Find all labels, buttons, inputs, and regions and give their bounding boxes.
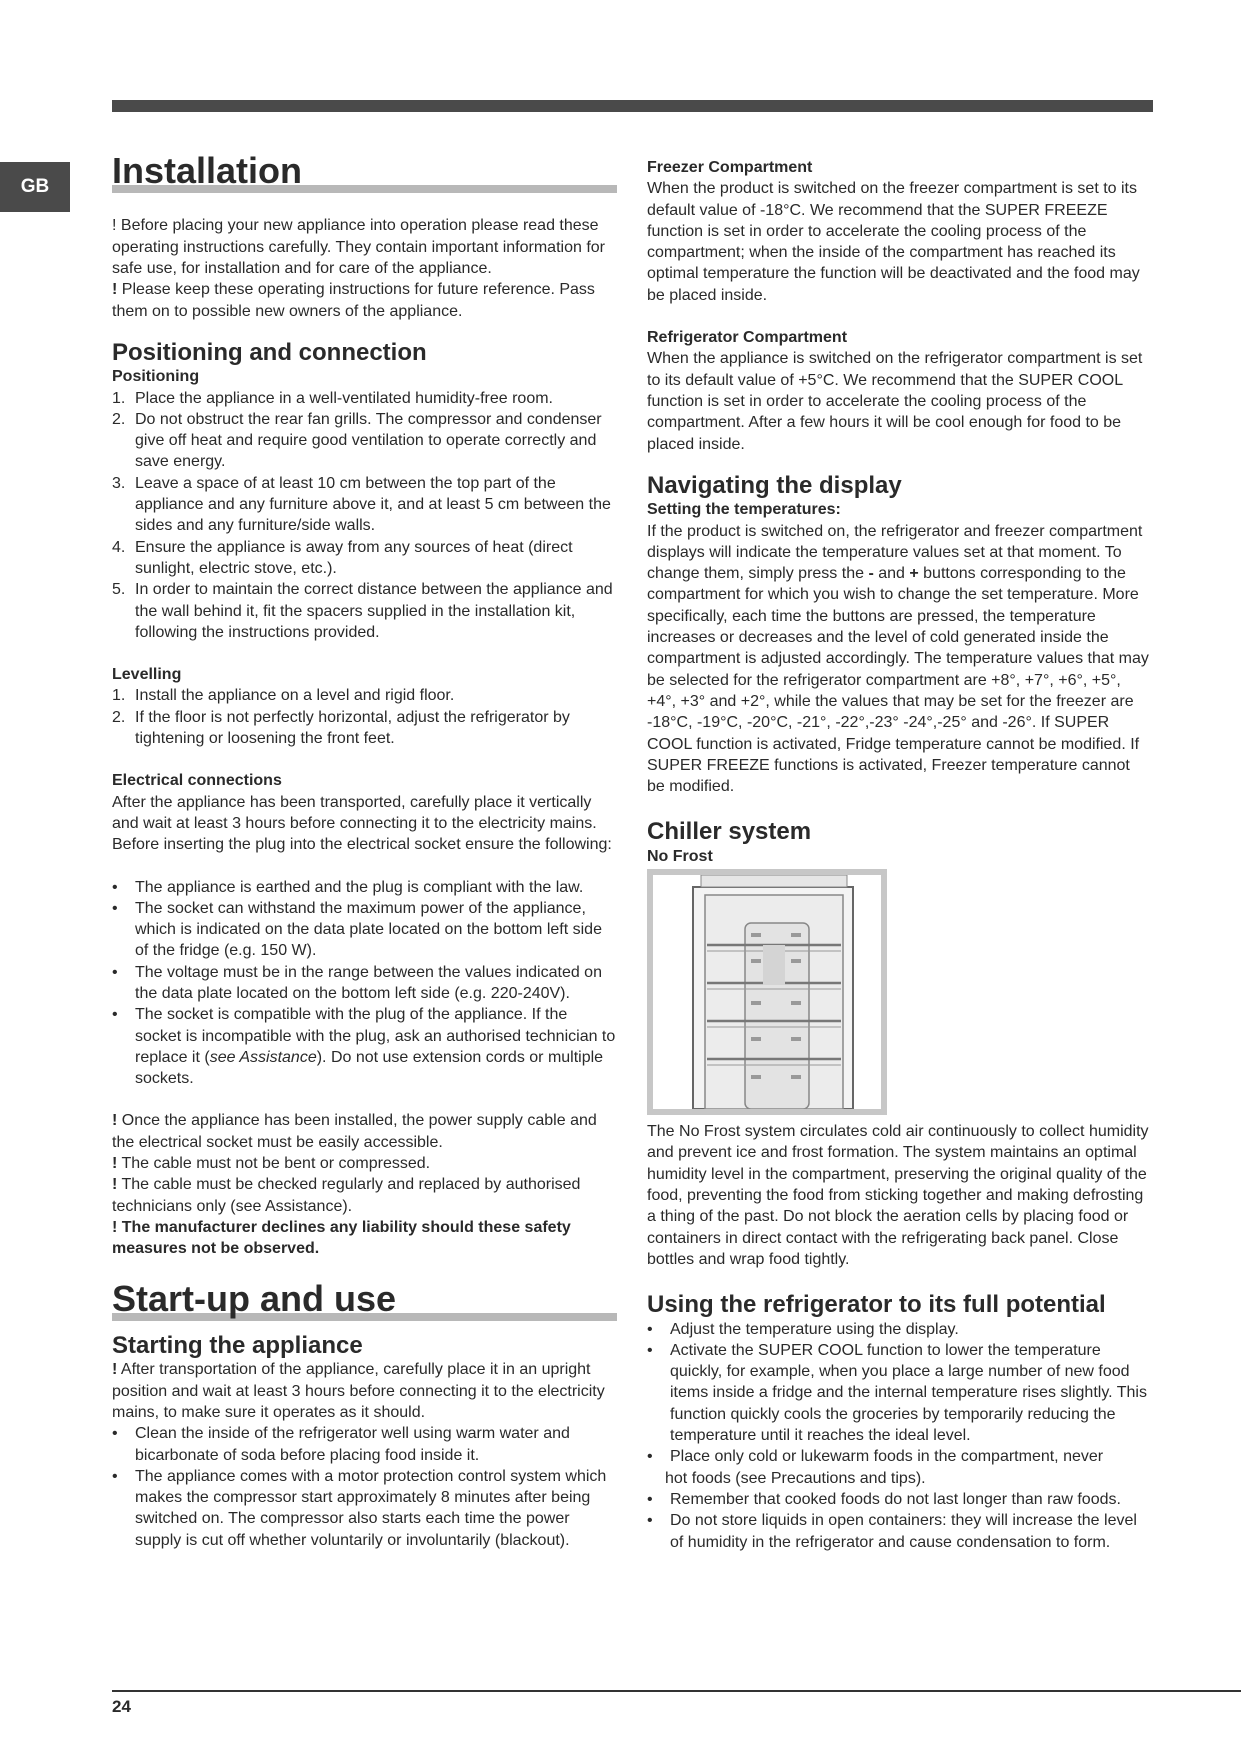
starting-paragraph: ! After transportation of the appliance, carefully place it in an upright position and wait at least 3 hours before connecting it to the electricity mains, to make sure it operates as it should. [112,1361,605,1421]
starting-bullet-list [112,1423,617,1551]
list-item: • Place only cold or lukewarm foods in the compartment, never [647,1448,1104,1466]
positioning-subheading: Positioning [112,368,200,386]
electrical-paragraph: After the appliance has been transported, carefully place it vertically and wait at least 3 hours before connecting it to the electricity mains. Before inserting the plug into the electrical socket ensure the following: [112,793,612,854]
intro-paragraph: ! Before placing your new appliance into operation please read these operating instructions carefully. They contain important information for safe use, for installation and for care of the appliance. [112,217,605,277]
warning-liability: ! The manufacturer declines any liability should these safety measures not be observed. [112,1218,571,1258]
right-column [647,157,1152,1553]
no-frost-illustration [647,869,887,1115]
intro-keep-paragraph: ! Please keep these operating instructions for future reference. Pass them on to possible new owners of the appliance. [112,281,595,320]
freezer-subheading: Freezer Compartment [647,159,813,176]
levelling-subheading: Levelling [112,666,182,684]
list-item: • Remember that cooked foods do not last longer than raw foods. [647,1490,1121,1508]
list-item: 3. Leave a space of at least 10 cm between the top part of the appliance and any furniture above it, and at least 5 cm between the sides and any furniture/side walls. [112,474,611,535]
list-item: • The appliance comes with a motor protection control system which makes the compressor start approximately 8 minutes after being switched on. The compressor also starts each time the power supply is cut off whether voluntarily or involuntarily (blackout). [112,1467,607,1549]
fridge-interior-image [653,875,881,1109]
using-refrigerator-heading: Using the refrigerator to its full potential [647,1291,1106,1319]
fridge-subheading: Refrigerator Compartment [647,329,848,347]
startup-heading: Start-up and use [112,1278,617,1321]
header-bar [112,100,1153,112]
footer-rule [112,1690,1241,1692]
electrical-bullet-list [112,877,617,1090]
list-item: 4. Ensure the appliance is away from any sources of heat (direct sunlight, electric stove, etc.). [112,538,573,577]
electrical-subheading: Electrical connections [112,772,282,790]
list-item: 5. In order to maintain the correct distance between the appliance and the wall behind it, fit the spacers supplied in the installation kit, following the instructions provided. [112,581,613,641]
warning-accessible: ! Once the appliance has been installed, the power supply cable and the electrical socket must be easily accessible. [112,1112,597,1151]
using-bullet-list [647,1319,1152,1553]
page-number: 24 [112,1697,131,1716]
chiller-system-heading: Chiller system [647,818,812,846]
list-item: 1. Place the appliance in a well-ventilated humidity-free room. [112,389,553,407]
left-column [112,150,617,1551]
positioning-list [112,388,617,644]
list-item: 2. If the floor is not perfectly horizontal, adjust the refrigerator by tightening or loosening the front feet. [112,708,570,748]
navigating-display-heading: Navigating the display [647,471,902,499]
list-item: • The socket can withstand the maximum power of the appliance, which is indicated on the data plate located on the bottom left side of the fridge (e.g. 150 W). [112,899,602,960]
positioning-connection-heading: Positioning and connection [112,338,427,366]
freezer-paragraph: When the product is switched on the freezer compartment is set to its default value of -18°C. We recommend that the SUPER FREEZE function is set in order to accelerate the cooling process of the compartment; when the inside of the compartment has reached its optimal temperature the function will be deactivated and the food may be placed inside. [647,180,1140,304]
list-item: • The appliance is earthed and the plug is compliant with the law. [112,878,584,896]
list-item-continuation: hot foods (see Precautions and tips). [665,1469,926,1487]
navigating-paragraph: If the product is switched on, the refrigerator and freezer compartment displays will indicate the temperature values set at that moment. To change them, simply press the - and + buttons corresponding to the compartment for which you wish to change the set temperature. More specifically, each time the buttons are pressed, the temperature increases or decreases and the level of cold generated inside the compartment is adjusted accordingly. The temperature values that may be selected for the refrigerator compartment are +8°, +7°, +6°, +5°, +4°, +3° and +2°, while the values that may be set for the freezer are -18°C, -19°C, -20°C, -21°, -22°,-23° -24°,-25° and -26°. If SUPER COOL function is activated, Fridge temperature cannot be modified. If SUPER FREEZE functions is activated, Freezer temperature cannot be modified. [647,522,1149,796]
list-item: • Activate the SUPER COOL function to lower the temperature quickly, for example, when you place a large number of new food items inside a fridge and the internal temperature rises slightly. This function quickly cools the groceries by temporarily reducing the temperature until it reaches the ideal level. [647,1341,1147,1445]
list-item: • Clean the inside of the refrigerator well using warm water and bicarbonate of soda before placing food inside it. [112,1425,570,1464]
list-item: 1. Install the appliance on a level and rigid floor. [112,687,455,705]
no-frost-subheading: No Frost [647,847,713,865]
no-frost-paragraph: The No Frost system circulates cold air continuously to collect humidity and prevent ice and frost formation. The system maintains an optimal humidity level in the compartment, preserving the original quality of the food, preventing the food from sticking together and making defrosting a thing of the past. Do not block the aeration cells by placing food or containers in direct contact with the refrigerating back panel. Close bottles and wrap food tightly. [647,1123,1149,1268]
warning-cable-check: ! The cable must be checked regularly and replaced by authorised technicians only (see Assistance). [112,1176,581,1215]
language-tab: GB [0,162,70,212]
installation-heading: Installation [112,150,617,193]
setting-temperatures-subheading: Setting the temperatures: [647,501,841,519]
levelling-list [112,685,617,749]
starting-appliance-heading: Starting the appliance [112,1331,363,1359]
list-item: • The socket is compatible with the plug of the appliance. If the socket is incompatible with the plug, ask an authorised technician to replace it (see Assistance). Do not use extension cords or multiple sockets. [112,1006,616,1088]
list-item: • Adjust the temperature using the display. [647,1320,959,1338]
warning-cable-bent: ! The cable must not be bent or compressed. [112,1155,431,1173]
list-item: • Do not store liquids in open containers: they will increase the level of humidity in the refrigerator and cause condensation to form. [647,1512,1137,1551]
fridge-paragraph: When the appliance is switched on the refrigerator compartment is set to its default value of +5°C. We recommend that the SUPER COOL function is set in order to accelerate the cooling process of the compartment. After a few hours it will be cool enough for food to be placed inside. [647,350,1143,453]
list-item: • The voltage must be in the range between the values indicated on the data plate located on the bottom left side (e.g. 220-240V). [112,963,602,1002]
list-item: 2. Do not obstruct the rear fan grills. The compressor and condenser give off heat and require good ventilation to operate correctly and save energy. [112,410,602,471]
